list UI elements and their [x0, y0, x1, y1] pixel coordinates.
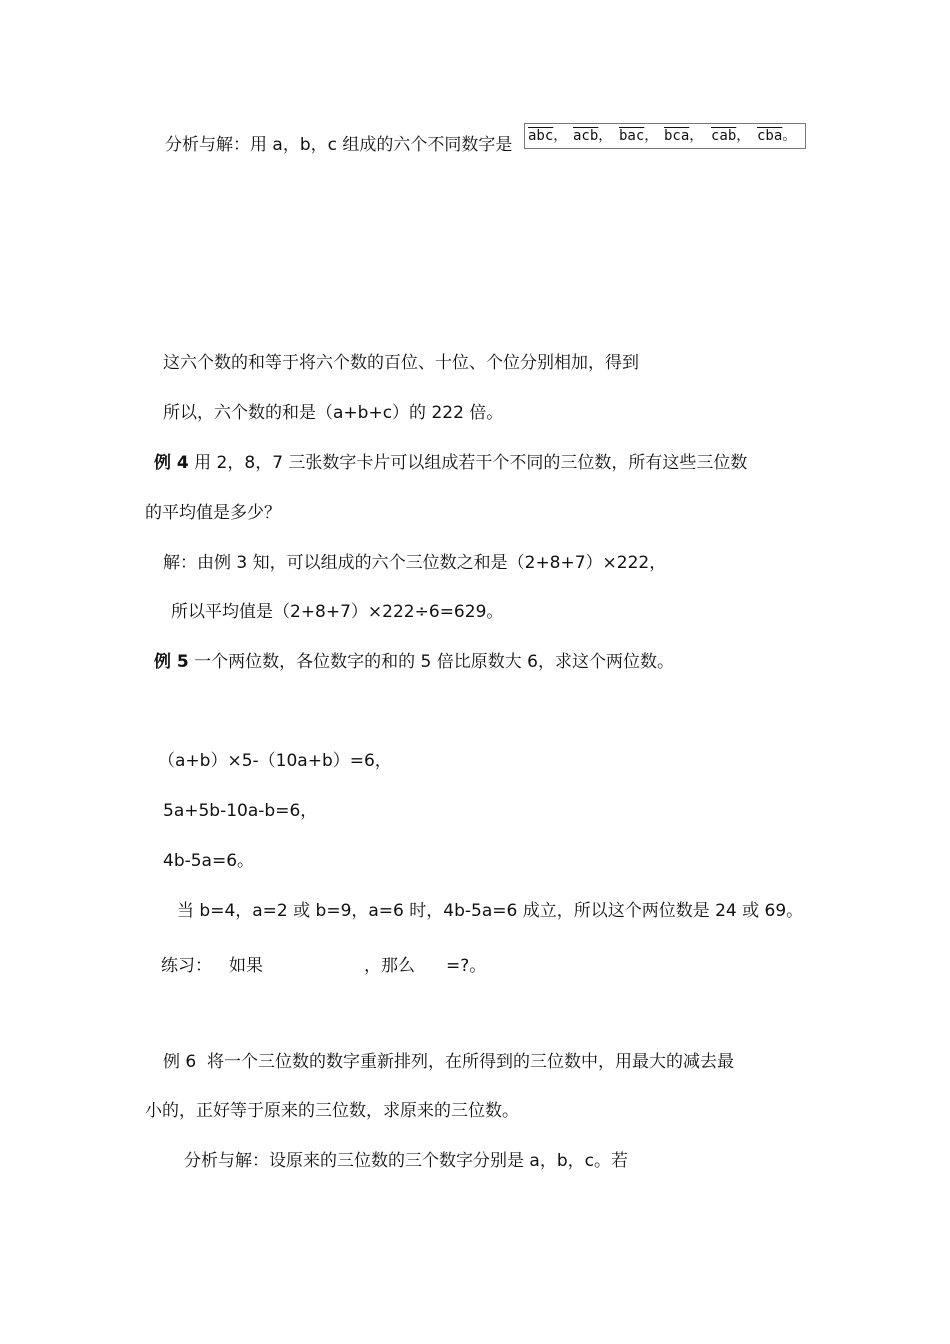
- sum-paragraph: 这六个数的和等于将六个数的百位、十位、个位分别相加，得到: [163, 353, 639, 373]
- example-6-line-2: 小的，正好等于原来的三位数，求原来的三位数。: [145, 1101, 519, 1121]
- example-5-label: 例 5: [154, 652, 189, 672]
- example-5-line: 例 5 一个两位数，各位数字的和的 5 倍比原数大 6，求这个两位数。: [154, 652, 674, 672]
- analysis-line-6: 分析与解：设原来的三位数的三个数字分别是 a，b，c。若: [184, 1151, 628, 1171]
- example-5-answer: 当 b=4，a=2 或 b=9，a=6 时，4b-5a=6 成立，所以这个两位数是 24 或 69。: [177, 901, 804, 921]
- practice-if: 如果: [229, 956, 263, 976]
- example-6-line-1: 例 6 将一个三位数的数字重新排列，在所得到的三位数中，用最大的减去最: [163, 1052, 735, 1072]
- example-4-line-1: 例 4 用 2，8，7 三张数字卡片可以组成若干个不同的三位数，所有这些三位数: [154, 453, 748, 473]
- overline-number: $\overline{abc}$，: [528, 128, 568, 144]
- practice-question: =?。: [446, 956, 487, 976]
- so-paragraph: 所以，六个数的和是（a+b+c）的 222 倍。: [163, 403, 504, 423]
- overline-number: $\overline{bca}$，: [664, 128, 704, 144]
- example-4-solution-1: 解：由例 3 知，可以组成的六个三位数之和是（2+8+7）×222，: [163, 553, 667, 573]
- overline-number: $\overline{cba}$。: [757, 128, 797, 144]
- equation-1: （a+b）×5-（10a+b）=6，: [158, 751, 392, 771]
- practice-label: 练习：: [161, 956, 212, 976]
- example-4-line-2: 的平均值是多少？: [145, 503, 281, 523]
- equation-2: 5a+5b-10a-b=6，: [163, 801, 318, 821]
- overline-number: $\overline{acb}$，: [573, 128, 613, 144]
- example-4-solution-2: 所以平均值是（2+8+7）×222÷6=629。: [171, 602, 504, 622]
- practice-then: ，那么: [364, 956, 415, 976]
- analysis-line-1: 分析与解：用 a，b，c 组成的六个不同数字是: [165, 135, 513, 155]
- overline-numbers-box: [524, 123, 806, 149]
- equation-3: 4b-5a=6。: [163, 851, 255, 871]
- example-4-label: 例 4: [154, 453, 189, 473]
- overline-number: $\overline{bac}$，: [619, 128, 659, 144]
- overline-number: $\overline{cab}$，: [711, 128, 751, 144]
